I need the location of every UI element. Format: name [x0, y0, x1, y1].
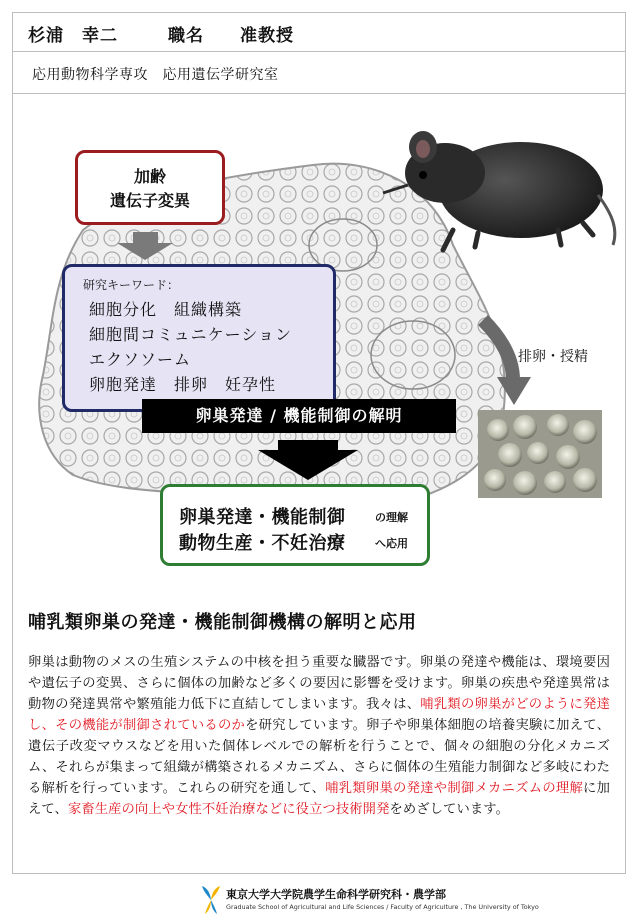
person-name: 杉浦 幸二 — [28, 26, 118, 46]
oocyte-micrograph — [478, 410, 602, 498]
department: 応用動物科学専攻 応用遺伝学研究室 — [32, 67, 279, 83]
keyword-title: 研究キーワード： — [83, 278, 180, 292]
red-box-line-2: 遺伝子変異 — [109, 191, 190, 210]
header-name-row — [12, 12, 626, 52]
green-line-1-suffix: の理解 — [375, 511, 408, 524]
green-line-2: 動物生産・不妊治療 — [179, 533, 346, 554]
university-logo-icon — [200, 884, 222, 916]
body-segment: を研究しています。卵子や卵巣体細胞の培養実験に加えて、遺伝子改変マウスなどを用いた個体レベルでの解析を行うことで、個々の細胞の分化メカニズム、それらが集まって組織が構築されるメカニズム、さらに個体の生殖能力制御など多岐にわたる解析を行っています。これらの研究を通して、 — [28, 718, 610, 796]
body-highlight: 家畜生産の向上や女性不妊治療などに役立つ技術開発 — [67, 802, 390, 817]
position-title: 准教授 — [240, 26, 294, 46]
keyword-item: 卵胞発達 排卵 妊孕性 — [89, 375, 277, 394]
elucidation-band: 卵巣発達 / 機能制御の解明 — [142, 399, 456, 433]
body-highlight: 哺乳類の卵巣がどのように発達し、その機能が制御されているのか — [28, 697, 610, 733]
body-segment: をめざしています。 — [389, 802, 509, 817]
keyword-box — [62, 264, 336, 412]
green-line-2-suffix: へ応用 — [375, 537, 408, 550]
green-line-1: 卵巣発達・機能制御 — [179, 507, 346, 528]
aging-mutation-box — [75, 150, 225, 225]
keyword-item: 細胞分化 組織構築 — [89, 300, 243, 319]
red-box-line-1: 加齢 — [133, 167, 166, 186]
body-segment: に加えて、 — [28, 781, 610, 817]
position-label: 職名 — [168, 26, 204, 46]
body-segment: 卵巣は動物のメスの生殖システムの中核を担う重要な臓器です。卵巣の発達や機能は、環境要因や遺伝子の変異、さらに個体の加齢など多くの要因に影響を受けます。卵巣の疾患や発達異常は動物の発達異常や繁殖能力低下に直結してしまいます。我々は、 — [28, 655, 610, 712]
ovulation-label: 排卵・授精 — [518, 349, 588, 365]
footer — [200, 884, 539, 918]
header-department-row — [12, 52, 626, 94]
article-body — [28, 652, 610, 820]
keyword-item: 細胞間コミュニケーション — [89, 325, 293, 344]
footer-ja: 東京大学大学院農学生命科学研究科・農学部 — [226, 888, 446, 901]
body-highlight: 哺乳類卵巣の発達や制御メカニズムの理解 — [325, 781, 584, 796]
footer-en: Graduate School of Agricultural and Life Sciences / Faculty of Agriculture , The University of Tokyo — [226, 903, 539, 911]
keyword-item: エクソソーム — [89, 350, 192, 369]
application-box — [160, 484, 430, 566]
article-heading: 哺乳類卵巣の発達・機能制御機構の解明と応用 — [28, 612, 417, 633]
